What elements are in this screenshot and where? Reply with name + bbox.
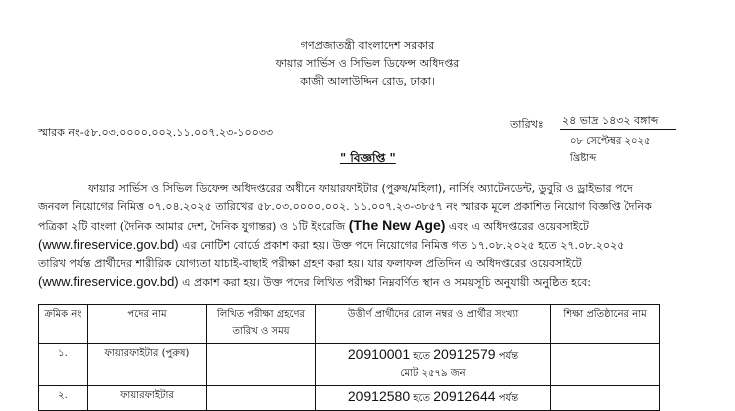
roll-mid: হতে (410, 393, 434, 404)
header-line-3: কাজী আলাউদ্দিন রোড, ঢাকা। (300, 75, 435, 88)
roll-from: 20910001 (347, 346, 411, 362)
header-post: পদের নাম (88, 305, 207, 344)
paragraph-line-1: ফায়ার সার্ভিস ও সিভিল ডিফেন্স অধিদপ্তরের অধীনে ফায়ারফাইটার (পুরুষ/মহিলা), নার্সিং অ্যাটেনডেন্ট, ডুবুরি ও ড্রাইভার পদে (88, 182, 633, 195)
website-link[interactable]: (www.fireservice.gov.bd) (38, 237, 179, 252)
date-english: ০৮ সেপ্টেম্বর ২০২৫ খ্রিষ্টাব্দ (570, 136, 651, 164)
date-block (560, 112, 676, 164)
date-label: তারিখঃ (510, 118, 544, 131)
roll-upto: পর্যন্ত (495, 351, 519, 362)
roll-upto: পর্যন্ত (495, 393, 519, 404)
row-exam-datetime (207, 386, 316, 411)
website-link[interactable]: (www.fireservice.gov.bd) (38, 274, 179, 289)
header-venue: শিক্ষা প্রতিষ্ঠানের নাম (551, 305, 660, 344)
row-serial: ২. (39, 386, 88, 411)
header-line-2: ফায়ার সার্ভিস ও সিভিল ডিফেন্স অধিদপ্তর (275, 57, 460, 70)
roll-from: 20912580 (347, 388, 411, 404)
roll-to: 20912644 (433, 388, 496, 404)
header-line-1: গণপ্রজাতন্ত্রী বাংলাদেশ সরকার (300, 39, 435, 52)
row-venue (551, 344, 660, 386)
exam-schedule-table (38, 304, 660, 411)
header-passed-candidates: উত্তীর্ণ প্রার্থীদের রোল নম্বর ও প্রার্থীর সংখ্যা (316, 305, 551, 344)
row-roll-range (316, 386, 551, 411)
table-header-row (39, 305, 660, 344)
paragraph-line-3a: পত্রিকা ২টি বাংলা (দৈনিক আমার দেশ, দৈনিক যুগান্তর) ও ১টি ইংরেজি (38, 220, 349, 233)
memo-reference: স্মারক নং-৫৮.০৩.০০০০.০০২.১১.০০৭.২৩-১০০৩৩ (38, 126, 274, 139)
paragraph-line-4b: এর নোটিশ বোর্ডে প্রকাশ করা হয়। উক্ত পদে নিয়োগের নিমিত্ত গত ১৭.০৮.২০২৫ হতে ২৭.০৮.২০২৫ (178, 239, 625, 252)
date-bangla: ২৪ ভাদ্র ১৪৩২ বঙ্গাব্দ (562, 114, 659, 127)
row-serial: ১. (39, 344, 88, 386)
paragraph-line-3c: এবং এ অধিদপ্তরের ওয়েবসাইটে (445, 220, 589, 233)
paragraph-line-3 (38, 216, 680, 236)
row-exam-datetime (207, 344, 316, 386)
row-roll-range (316, 344, 551, 386)
row-venue (551, 386, 660, 411)
paragraph-line-4 (38, 236, 680, 255)
newspaper-name: (The New Age) (348, 217, 446, 233)
paragraph-line-6 (38, 273, 680, 292)
date-divider (560, 129, 676, 130)
row-post: ফায়ারফাইটার (পুরুষ) (88, 344, 207, 386)
paragraph-line-5: তারিখ পর্যন্ত প্রার্থীদের শারীরিক যোগ্যতা যাচাই-বাছাই পরীক্ষা গ্রহণ করা হয়। যার ফলাফল প্রতিদিন এ অধিদপ্তরের ওয়েবসাইটে (38, 257, 582, 270)
table-row (39, 386, 660, 411)
roll-mid: হতে (410, 351, 434, 362)
notice-title: " বিজ্ঞপ্তি " (340, 151, 396, 165)
notice-paragraph (38, 180, 680, 292)
row-total: মোট ২৫৭৯ জন (400, 368, 466, 379)
header-exam-datetime: লিখিত পরীক্ষা গ্রহণের তারিখ ও সময় (207, 305, 316, 344)
roll-to: 20912579 (433, 346, 496, 362)
header-serial: ক্রমিক নং (39, 305, 88, 344)
paragraph-line-2: জনবল নিয়োগের নিমিত্ত ০৭.০৪.২০২৫ তারিখের ৫৮.০৩.০০০০.০০২. ১১.০০৭.২৩-৩৮৫৭ নং স্মারক মূলে প্রকাশিত নিয়োগ বিজ্ঞপ্তি দৈনিক (38, 200, 652, 213)
paragraph-line-6b: এ প্রকাশ করা হয়। উক্ত পদের লিখিত পরীক্ষা নিম্নবর্ণিত স্থান ও সময়সূচি অনুযায়ী অনুষ্ঠিত হবে: (178, 276, 592, 289)
table-row (39, 344, 660, 386)
row-post: ফায়ারফাইটার (88, 386, 207, 411)
